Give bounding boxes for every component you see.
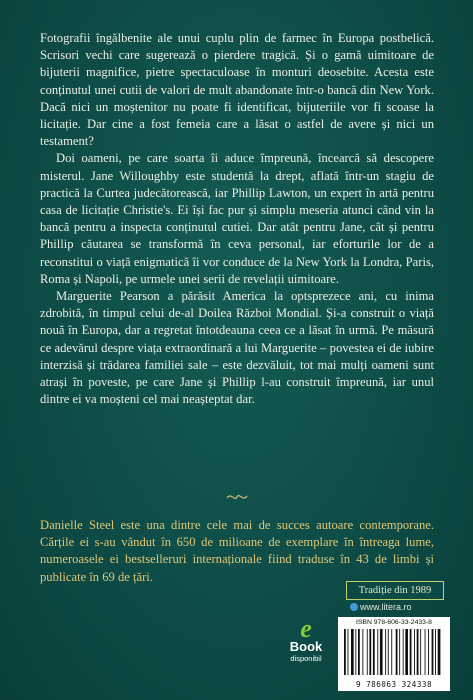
ebook-sublabel: disponibil — [290, 654, 322, 663]
flourish-ornament-icon — [0, 491, 473, 508]
ebook-e-icon: e — [300, 614, 312, 643]
tradition-badge: Tradiție din 1989 — [346, 581, 444, 600]
ebook-logo — [276, 614, 336, 663]
website-link[interactable] — [350, 601, 442, 613]
barcode-number: 9 786063 324338 — [355, 680, 433, 689]
blurb-paragraph-2: Doi oameni, pe care soarta îi aduce împreună, încearcă să descopere misterul. Jane Willoughby este studentă la drept, aflată într-un stagiu de practică la Curtea judecătorească, iar Phillip Lawton, un expert în artă pentru casa de licitație Christie's. Ei își fac pur și simplu meseria atunci când vin la bancă pentru a inspecta conținutul cutiei. Dar atât pentru Jane, cât și pentru Phillip căutarea se transformă în ceva personal, iar eforturile lor de a reconstitui o viață enigmatică îi vor conduce de la New York la Londra, Paris, Roma și Napoli, pe urmele unei serii de revelații uimitoare. — [40, 151, 434, 286]
blurb-paragraph-3: Marguerite Pearson a părăsit America la optsprezece ani, cu inima zdrobită, în timpul celui de-al Doilea Război Mondial. Și-a construit o viață nouă în Europa, dar a regretat întotdeauna ceea ce a lăsat în urmă. Pe măsură ce adevărul despre viața extraordinară a lui Marguerite – povestea ei de iubire interzisă și trădarea familiei sale – este dezvăluit, tot mai mulți oameni sunt atrași în poveste, pe care Jane și Phillip l-au construit împreună, iar unul dintre ei va moșteni cel mai neașteptat dar. — [40, 289, 434, 407]
ebook-label: Book — [289, 639, 323, 654]
globe-icon — [350, 603, 358, 611]
author-note: Danielle Steel este una dintre cele mai de succes autoare contemporane. Cărțile ei s-au vândut în 650 de milioane de exemplare în întreaga lume, numeroasele ei bestselleruri internaționale fiind traduse în 43 de limbi și publicate în 69 de țări. — [40, 518, 434, 584]
barcode — [338, 617, 450, 691]
blurb-paragraph-1: Fotografii îngălbenite ale unui cuplu plin de farmec în Europa postbelică. Scrisori vechi care sugerează o pierdere tragică. Și o gamă uimitoare de bijuterii magnifice, pietre spectaculoase în monturi deosebite. Acesta este conținutul unei cutii de valori de mult abandonate într-o bancă din New York. Dacă nici un moștenitor nu poate fi identificat, bijuteriile vor fi scoase la licitație. Dar cine a fost femeia care a lăsat o astfel de avere și nici un testament? — [40, 31, 434, 149]
blurb-text — [40, 30, 434, 408]
isbn-text: ISBN 978-606-33-2433-8 — [356, 619, 432, 626]
website-text: www.litera.ro — [360, 602, 412, 612]
barcode-bars — [342, 629, 446, 677]
